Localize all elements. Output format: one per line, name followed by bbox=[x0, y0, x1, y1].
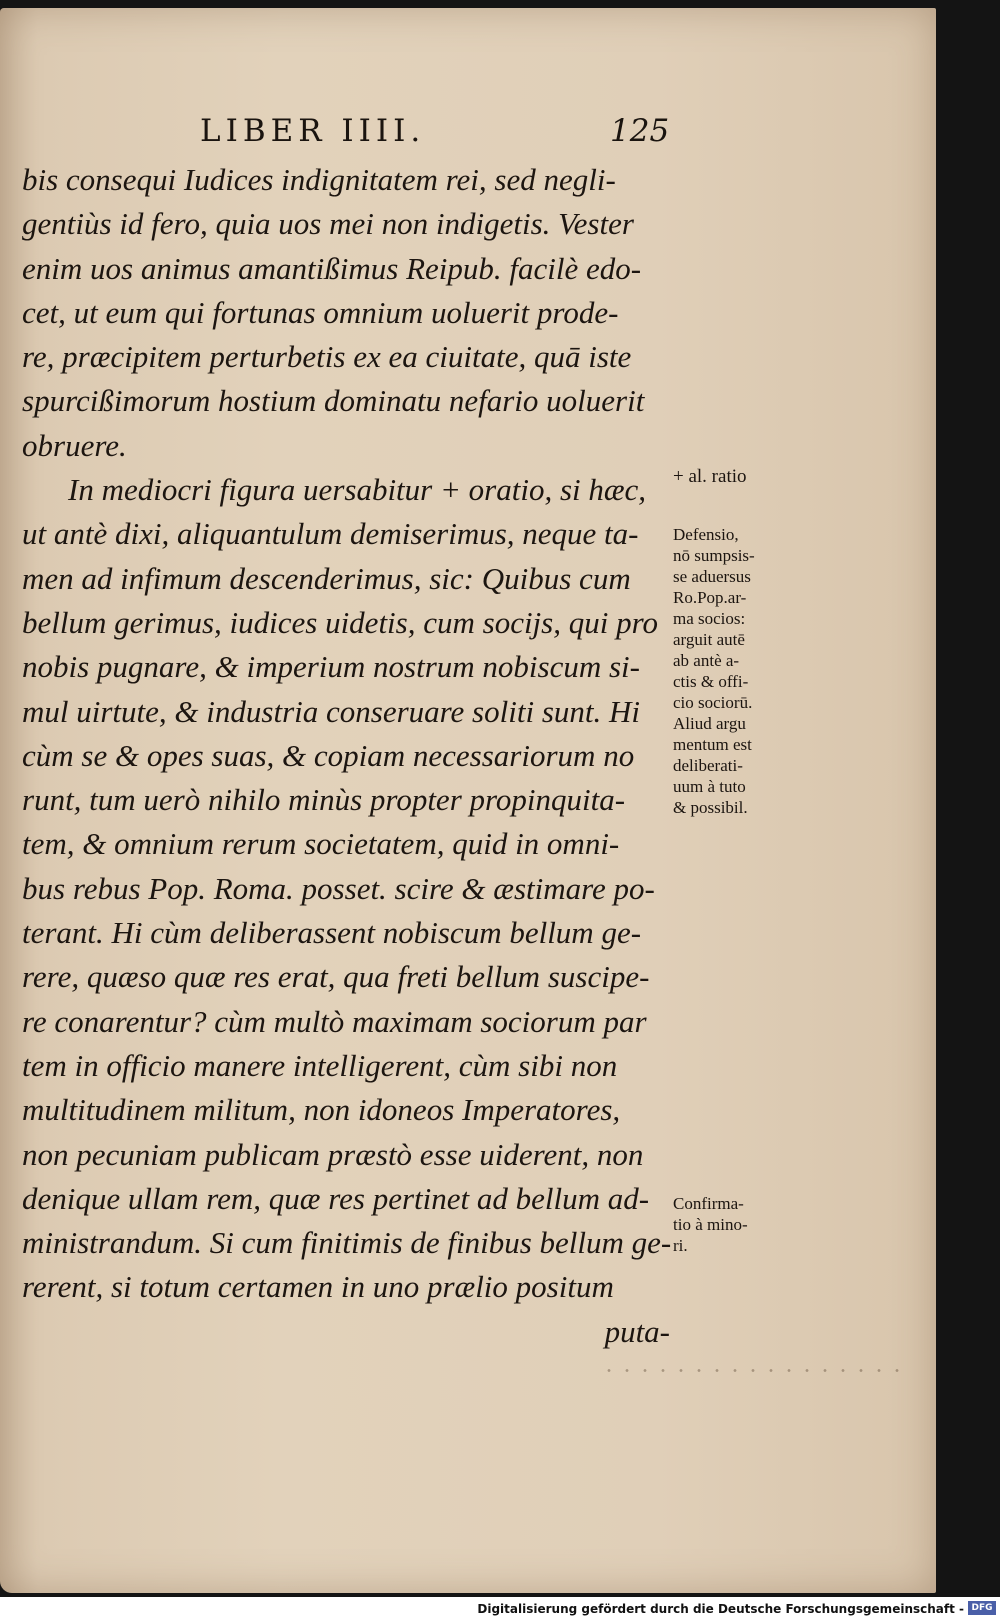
margin-note-line: se aduersus bbox=[673, 567, 751, 586]
text-line: men ad infimum descenderimus, sic: Quibus cum bbox=[22, 560, 631, 596]
text-line: terant. Hi cùm deliberassent nobiscum bellum ge- bbox=[22, 915, 642, 951]
text-line: non pecuniam publicam præstò esse uiderent, non bbox=[22, 1136, 644, 1172]
margin-note-defensio bbox=[673, 524, 813, 818]
text-line: obruere. bbox=[22, 427, 127, 463]
margin-note-line: Defensio, bbox=[673, 525, 739, 544]
text-line: ministrandum. Si cum finitimis de finibus bellum ge- bbox=[22, 1225, 672, 1261]
running-title: LIBER IIII. bbox=[200, 113, 426, 149]
margin-note-line: Ro.Pop.ar- bbox=[673, 588, 747, 607]
catchword: puta- bbox=[604, 1313, 670, 1349]
margin-note-line: ab antè a- bbox=[673, 651, 740, 670]
margin-note-line: ctis & offi- bbox=[673, 672, 749, 691]
digitization-footer bbox=[0, 1597, 1000, 1620]
text-line: bis consequi Iudices indignitatem rei, sed negli- bbox=[22, 162, 616, 197]
margin-note-line: + al. ratio bbox=[673, 466, 747, 487]
margin-note-line: nō sumpsis- bbox=[673, 546, 755, 565]
footer-credit: Digitalisierung gefördert durch die Deutsche Forschungsgemeinschaft - bbox=[477, 1602, 964, 1616]
margin-note-line: ri. bbox=[673, 1236, 688, 1255]
text-line: ut antè dixi, aliquantulum demiserimus, neque ta- bbox=[22, 516, 639, 552]
margin-note-line: deliberati- bbox=[673, 756, 743, 775]
dfg-logo: DFG bbox=[968, 1601, 996, 1615]
text-line: gentiùs id fero, quia uos mei non indigetis. Vester bbox=[22, 206, 634, 242]
margin-note-line: tio à mino- bbox=[673, 1215, 748, 1234]
margin-note-line: uum à tuto bbox=[673, 777, 746, 796]
text-line: rerent, si totum certamen in uno prælio positum bbox=[22, 1269, 614, 1305]
text-line: re, præcipitem perturbetis ex ea ciuitate, quā iste bbox=[22, 339, 632, 375]
text-line: cet, ut eum qui fortunas omnium uoluerit prode- bbox=[22, 294, 619, 330]
margin-note-line: Confirma- bbox=[673, 1194, 744, 1213]
text-line: spurcißimorum hostium dominatu nefario uoluerit bbox=[22, 383, 645, 419]
margin-note-line: cio sociorū. bbox=[673, 693, 753, 712]
text-line: tem, & omnium rerum societatem, quid in omni- bbox=[22, 826, 620, 862]
margin-note-line: & possibil. bbox=[673, 798, 748, 817]
text-line: re conarentur? cùm multò maximam sociorum par bbox=[22, 1003, 647, 1039]
text-line: enim uos animus amantißimus Reipub. facilè edo- bbox=[22, 250, 642, 286]
text-line: cùm se & opes suas, & copiam necessariorum no bbox=[22, 737, 635, 773]
text-line: In mediocri figura uersabitur + oratio, si hæc, bbox=[68, 472, 647, 508]
text-line: runt, tum uerò nihilo minùs propter propinquita- bbox=[22, 782, 626, 818]
main-text bbox=[22, 158, 682, 1354]
page-header bbox=[200, 113, 670, 157]
margin-note-line: mentum est bbox=[673, 735, 752, 754]
text-line: denique ullam rem, quæ res pertinet ad bellum ad- bbox=[22, 1180, 650, 1216]
text-line: tem in officio manere intelligerent, cùm sibi non bbox=[22, 1047, 618, 1083]
dotted-rule bbox=[600, 1369, 900, 1372]
text-line: multitudinem militum, non idoneos Imperatores, bbox=[22, 1092, 621, 1128]
margin-note-variant bbox=[673, 466, 813, 487]
text-line: bellum gerimus, iudices uidetis, cum socijs, qui pro bbox=[22, 604, 659, 640]
margin-note-line: ma socios: bbox=[673, 609, 746, 628]
page-number: 125 bbox=[610, 113, 670, 149]
margin-note-confirmatio bbox=[673, 1193, 813, 1256]
text-line: bus rebus Pop. Roma. posset. scire & æstimare po- bbox=[22, 870, 655, 906]
margin-note-line: Aliud argu bbox=[673, 714, 746, 733]
text-line: rere, quæso quæ res erat, qua freti bellum suscipe- bbox=[22, 959, 650, 995]
text-line: nobis pugnare, & imperium nostrum nobiscum si- bbox=[22, 649, 640, 685]
margin-note-line: arguit autē bbox=[673, 630, 745, 649]
text-line: mul uirtute, & industria conseruare soliti sunt. Hi bbox=[22, 693, 641, 729]
